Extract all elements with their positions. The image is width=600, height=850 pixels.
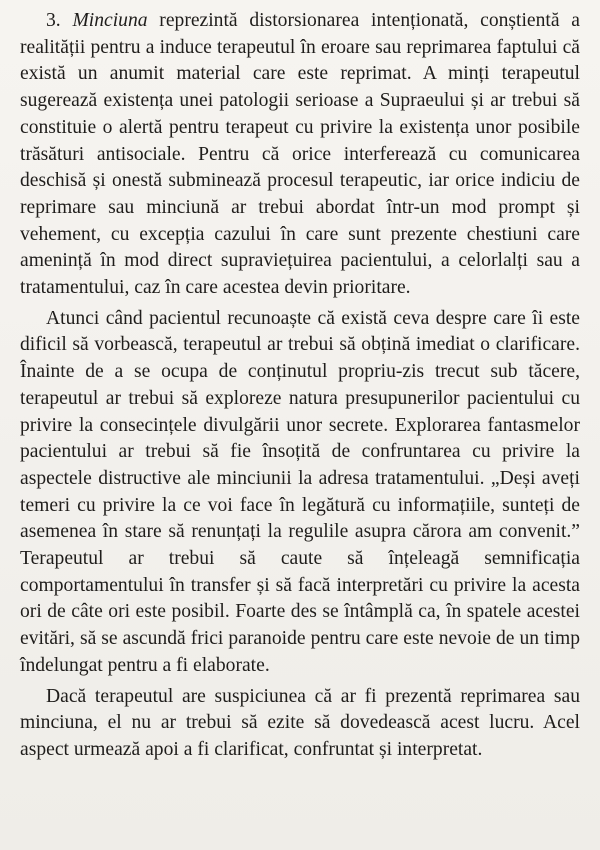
body-text: [20, 8, 580, 764]
item-term: Minciuna: [72, 10, 148, 31]
paragraph-text: Atunci când pacientul recunoaște că există ceva despre care îi este dificil să vorbească, terapeutul ar trebui să obțină imediat o clarificare. Înainte de a se ocupa de conținutul propriu-zis trecut sub tăcere, terapeutul ar trebui să exploreze natura presupunerilor pacientului cu privire la consecințele divulgării unor secrete. Explorarea fantasmelor pacientului ar trebui să fie însoțită de confruntarea cu privire la aspectele distructive ale minciunii la adresa tratamentului. „Deși aveți temeri cu privire la ce voi face în legătură cu informațiile, sunteți de asemenea în stare să renunțați la regulile asupra cărora am convenit.” Terapeutul ar trebui să caute să înțeleagă semnificația comportamentului în transfer și să facă interpretări cu privire la acesta ori de câte ori este posibil. Foarte des se întâmplă ca, în spatele acestei evitări, să se ascundă frici paranoide pentru care este nevoie de un timp îndelungat pentru a fi elaborate.: [20, 307, 580, 676]
paragraph-suspicion: [20, 684, 580, 764]
paragraph-lying: [20, 8, 580, 302]
paragraph-text: reprezintă distorsionarea intenționată, conștientă a realității pentru a induce terapeutul în eroare sau reprimarea faptului că există un anumit material care este reprimat. A minți terapeutul sugerează existența unei patologii serioase a Supraeului și ar trebui să constituie o alertă pentru terapeut cu privire la existența unor posibile trăsături antisociale. Pentru că orice interferează cu comunicarea deschisă și onestă subminează procesul terapeutic, iar orice indiciu de reprimare sau minciună ar trebui abordat într-un mod prompt și vehement, cu excepția cazului în care sunt prezente chestiuni care amenință în mod direct supraviețuirea pacientului, a celorlalți sau a tratamentului, caz în care acestea devin prioritare.: [20, 10, 580, 299]
paragraph-text: Dacă terapeutul are suspiciunea că ar fi prezentă reprimarea sau minciuna, el nu ar trebui să ezite să dovedească acest lucru. Acel aspect urmează apoi a fi clarificat, confruntat și interpretat.: [20, 685, 580, 760]
item-number: 3.: [46, 10, 61, 31]
paragraph-acknowledgement: [20, 306, 580, 680]
